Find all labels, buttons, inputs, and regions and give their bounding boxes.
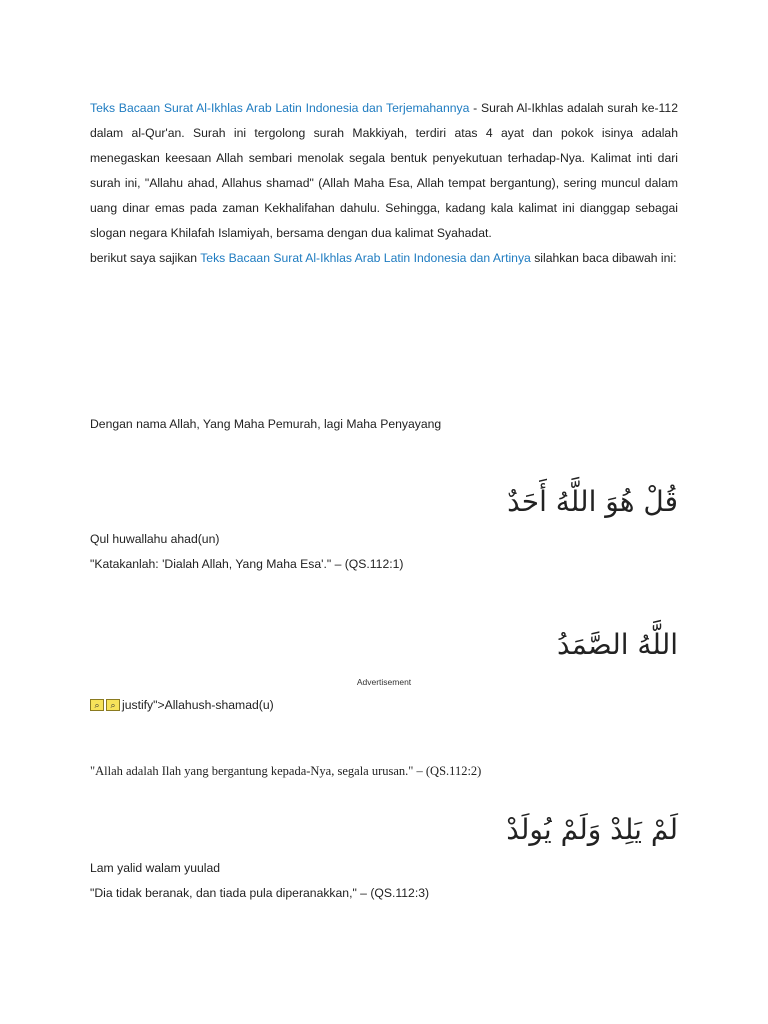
broken-image-icon: ⌕ <box>90 699 104 711</box>
artinya-link[interactable]: Teks Bacaan Surat Al-Ikhlas Arab Latin Indonesia dan Artinya <box>200 251 531 265</box>
intro-section <box>90 96 678 271</box>
verse-2-latin-row <box>90 697 274 713</box>
verse-2-arabic: اللَّهُ الصَّمَدُ <box>557 628 678 661</box>
verse-1-arabic: قُلْ هُوَ اللَّهُ أَحَدٌ <box>507 485 678 518</box>
intro-post-text: silahkan baca dibawah ini: <box>530 251 677 265</box>
intro-pre-text: berikut saya sajikan <box>90 251 201 265</box>
verse-3-arabic: لَمْ يَلِدْ وَلَمْ يُولَدْ <box>506 813 678 846</box>
basmalah-translation: Dengan nama Allah, Yang Maha Pemurah, lagi Maha Penyayang <box>90 417 442 431</box>
verse-3-translation: "Dia tidak beranak, dan tiada pula diperanakkan," – (QS.112:3) <box>90 886 430 900</box>
advertisement-label: Advertisement <box>356 677 412 687</box>
intro-text: - Surah Al-Ikhlas adalah surah ke-112 dalam al-Qur'an. Surah ini tergolong surah Makkiyah, terdiri atas 4 ayat dan pokok isinya adalah menegaskan keesaan Allah sembari menolak segala bentuk penyekutuan terhadap-Nya. Kalimat inti dari surah ini, "Allahu ahad, Allahus shamad" (Allah Maha Esa, Allah tempat bergantung), sering muncul dalam uang dinar emas pada zaman Kekhalifahan dahulu. Sehingga, kadang kala kalimat ini dianggap sebagai slogan negara Khilafah Islamiyah, bersama dengan dua kalimat Syahadat. <box>90 101 678 240</box>
intro-paragraph <box>90 96 678 246</box>
verse-2-translation: "Allah adalah Ilah yang bergantung kepada-Nya, segala urusan." – (QS.112:2) <box>90 764 482 778</box>
verse-1-translation: "Katakanlah: 'Dialah Allah, Yang Maha Esa'." – (QS.112:1) <box>90 557 404 571</box>
verse-3-latin: Lam yalid walam yuulad <box>90 861 221 875</box>
intro-paragraph-2 <box>90 246 678 271</box>
verse-2-latin: justify">Allahush-shamad(u) <box>122 698 274 712</box>
article-title-link[interactable]: Teks Bacaan Surat Al-Ikhlas Arab Latin Indonesia dan Terjemahannya <box>90 101 470 115</box>
broken-image-icon-2: ⌕ <box>106 699 120 711</box>
verse-1-latin: Qul huwallahu ahad(un) <box>90 532 220 546</box>
